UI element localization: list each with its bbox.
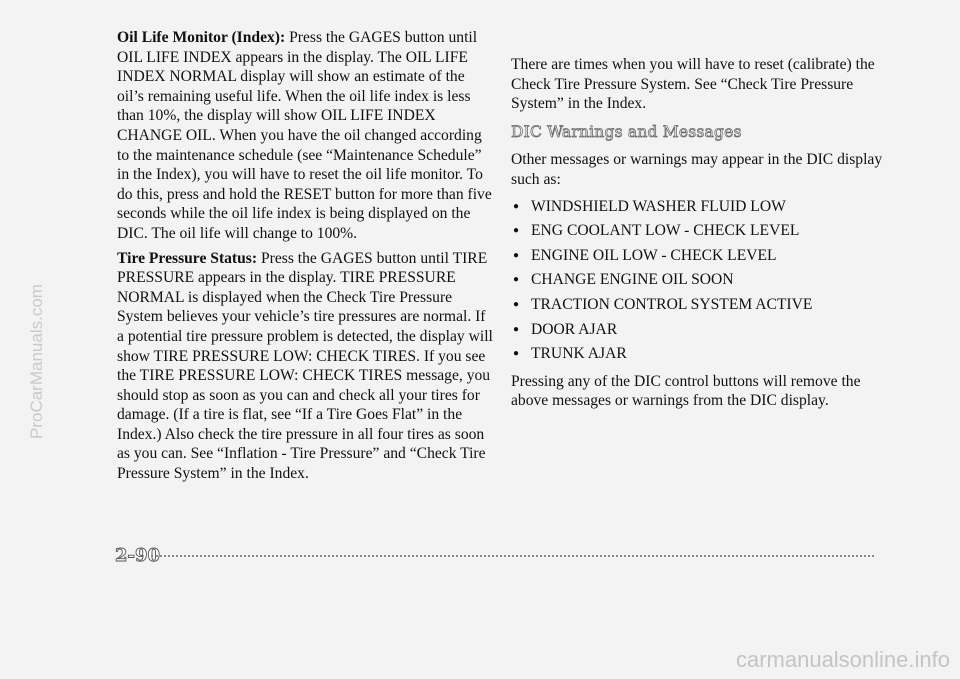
bullet-icon: ●: [513, 298, 520, 310]
message-list: [511, 195, 883, 367]
section-heading: DIC Warnings and Messages: [511, 122, 742, 141]
right-column: [511, 55, 883, 416]
list-item: ● TRACTION CONTROL SYSTEM ACTIVE: [511, 293, 883, 318]
bullet-icon: ●: [513, 274, 520, 286]
bullet-icon: ●: [513, 249, 520, 261]
list-item: ● CHANGE ENGINE OIL SOON: [511, 268, 883, 293]
reset-paragraph: There are times when you will have to reset (calibrate) the Check Tire Pressure System. See “Check Tire Pressure System” in the Index.: [511, 56, 875, 113]
bullet-icon: ●: [513, 348, 520, 360]
bullet-icon: ●: [513, 225, 520, 237]
list-item: ● TRUNK AJAR: [511, 342, 883, 367]
oil-life-paragraph: [117, 28, 494, 244]
bullet-icon: ●: [513, 323, 520, 335]
tire-pressure-paragraph: [117, 249, 494, 484]
bottom-watermark: carmanualsonline.info: [735, 647, 950, 672]
messages-lead: Other messages or warnings may appear in the DIC display such as:: [511, 151, 883, 188]
list-item: ● ENGINE OIL LOW - CHECK LEVEL: [511, 244, 883, 269]
list-item: ● DOOR AJAR: [511, 318, 883, 343]
oil-life-body: Press the GAGES button until OIL LIFE INDEX appears in the display. The OIL LIFE INDEX NORMAL display will show an estimate of the oil’s remaining useful life. When the oil life index is less than 10%, the display will show OIL LIFE INDEX CHANGE OIL. When you have the oil changed according to the maintenance schedule (see “Maintenance Schedule” in the Index), you will have to reset the oil life monitor. To do this, press and hold the RESET button for more than five seconds while the oil life index is being displayed on the DIC. The oil life will change to 100%.: [117, 29, 492, 242]
tire-pressure-body: Press the GAGES button until TIRE PRESSURE appears in the display. TIRE PRESSURE NORMAL is displayed when the Check Tire Pressure System believes your vehicle’s tire pressures are normal. If a potential tire pressure problem is detected, the display will show TIRE PRESSURE LOW: CHECK TIRES. If you see the TIRE PRESSURE LOW: CHECK TIRES message, you should stop as soon as you can and check all your tires for damage. (If a tire is flat, see “If a Tire Goes Flat” in the Index.) Also check the tire pressure in all four tires as soon as you can. See “Inflation - Tire Pressure” and “Check Tire Pressure System” in the Index.: [117, 249, 493, 483]
oil-life-heading: Oil Life Monitor (Index):: [117, 29, 286, 46]
page-number: 2-90: [115, 545, 161, 566]
side-watermark: ProCarManuals.com: [27, 284, 46, 439]
closing-paragraph: Pressing any of the DIC control buttons will remove the above messages or warnings from the DIC display.: [511, 372, 861, 410]
footer-rule: [151, 555, 874, 557]
list-item: ● WINDSHIELD WASHER FLUID LOW: [511, 195, 883, 220]
bullet-icon: ●: [513, 200, 520, 212]
tire-pressure-heading: Tire Pressure Status:: [117, 249, 258, 267]
list-item: ● ENG COOLANT LOW - CHECK LEVEL: [511, 219, 883, 244]
left-column: [117, 28, 494, 489]
